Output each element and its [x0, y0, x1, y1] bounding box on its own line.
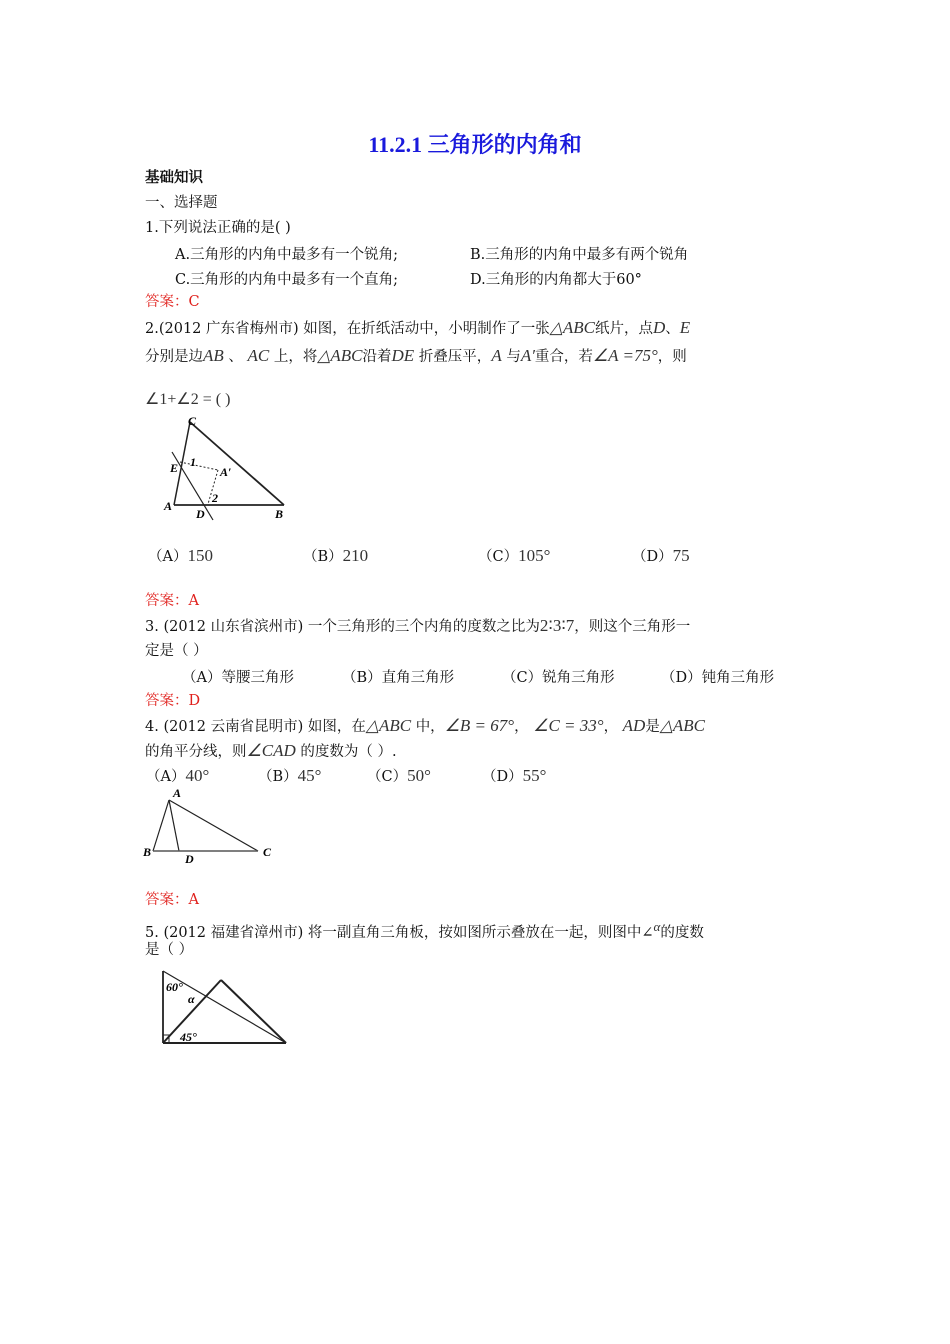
text: ，: [514, 719, 529, 735]
q2-line2: [145, 346, 687, 367]
math: A′: [520, 346, 535, 365]
option-label: （C）: [478, 549, 519, 565]
math: △ABC: [365, 716, 412, 735]
q4-option-a: [146, 765, 209, 786]
subsection-heading: 一、选择题: [145, 195, 218, 211]
math: △ABC: [549, 318, 595, 337]
option-value: 50°: [407, 766, 431, 785]
text: 4. (2012 云南省昆明市) 如图，在: [145, 719, 366, 735]
q1-option-b: B.三角形的内角中最多有两个锐角: [470, 247, 689, 263]
option-value: 75: [672, 546, 690, 565]
q1-option-c: C.三角形的内角中最多有一个直角;: [175, 272, 399, 288]
q2-line3: ∠1+∠2 = ( ): [145, 391, 231, 408]
q2-answer: 答案：A: [145, 593, 199, 609]
math: A: [491, 346, 502, 365]
math: △ABC: [317, 346, 363, 365]
fig-label: 60°: [166, 980, 183, 994]
q3-option-d: （D）钝角三角形: [661, 670, 775, 686]
q1-option-a: A.三角形的内角中最多有一个锐角;: [175, 247, 398, 263]
text: 折叠压平，: [418, 349, 492, 365]
q1-answer: 答案：C: [145, 294, 200, 310]
q3-line1: [145, 616, 690, 637]
text: 与: [506, 349, 521, 365]
q2-line1: [145, 318, 690, 339]
q4-answer: 答案：A: [145, 892, 199, 908]
math: AB: [203, 346, 224, 365]
text: 的角平分线，则: [145, 744, 247, 760]
q3-option-b: （B）直角三角形: [342, 670, 455, 686]
fig-label: B: [143, 845, 152, 859]
text: 5. (2012 福建省漳州市) 将一副直角三角板，按如图所示叠放在一起，则图中∠: [145, 924, 654, 941]
text: ，: [603, 719, 619, 735]
math: AC: [247, 346, 270, 365]
section-heading: 基础知识: [145, 169, 203, 186]
option-label: （D）: [632, 549, 673, 565]
text: 2.(2012 广东省梅州市) 如图，在折纸活动中，小明制作了一张: [145, 321, 550, 337]
math: ∠A =75°: [592, 346, 658, 365]
fig-label: D: [185, 852, 194, 865]
text: 上，将: [273, 349, 318, 365]
text: 分别是边: [145, 349, 203, 365]
fig-label: A: [164, 499, 173, 513]
option-value: 150: [187, 546, 213, 565]
q5-line1: [145, 917, 704, 943]
text: 中，: [415, 719, 445, 735]
q2-figure: [158, 412, 293, 522]
text: 的度数为（ ）.: [300, 744, 397, 760]
fig-label: A′: [220, 465, 232, 479]
option-label: （B）: [258, 769, 298, 785]
q2-option-c: [478, 545, 550, 566]
fig-label: 2: [212, 491, 218, 505]
q3-answer: 答案：D: [145, 693, 201, 709]
text: 重合，若: [534, 349, 593, 365]
math: AD: [622, 716, 646, 735]
math: ∠C = 33°: [533, 716, 604, 735]
q4-option-b: [258, 765, 321, 786]
q2-option-a: [148, 545, 213, 566]
q5-figure: [155, 965, 295, 1050]
fig-label: C: [263, 845, 272, 859]
q2-option-b: [303, 545, 368, 566]
text: ，则这个三角形一: [574, 619, 691, 635]
option-label: （D）: [482, 769, 523, 785]
q3-line2: 定是（ ）: [145, 643, 208, 659]
q4-line1: [145, 716, 705, 737]
fig-label: C: [188, 414, 197, 428]
q4-figure: [140, 785, 275, 865]
math: 2∶3∶7: [539, 616, 575, 635]
text: 、: [665, 321, 680, 337]
math: α: [653, 919, 661, 934]
option-value: 55°: [522, 766, 547, 785]
math: D: [652, 318, 666, 337]
q4-option-d: [482, 765, 546, 786]
text: 3. (2012 山东省滨州市) 一个三角形的三个内角的度数之比为: [145, 619, 540, 635]
option-value: 45°: [297, 766, 322, 785]
text: 沿着: [362, 349, 392, 365]
fig-label: B: [275, 507, 284, 521]
fig-label: α: [188, 992, 195, 1006]
q2-option-d: [632, 545, 690, 566]
option-value: 105°: [518, 546, 551, 565]
text: 的度数: [660, 924, 704, 941]
option-value: 210: [342, 546, 369, 565]
option-label: （B）: [303, 549, 343, 565]
text: 纸片，点: [594, 321, 653, 337]
math: E: [679, 318, 691, 337]
fig-label: A: [173, 786, 182, 800]
fig-label: 1: [190, 455, 196, 469]
option-value: 40°: [185, 766, 210, 785]
q1-stem: 1.下列说法正确的是( ): [145, 220, 291, 236]
q3-option-c: （C）锐角三角形: [502, 670, 615, 686]
math: DE: [391, 346, 415, 365]
option-label: （A）: [146, 769, 186, 785]
math: ∠CAD: [246, 741, 296, 760]
q4-line2: [145, 741, 397, 762]
fig-label: D: [196, 507, 205, 521]
text: 、: [228, 349, 243, 365]
option-label: （C）: [367, 769, 408, 785]
option-label: （A）: [148, 549, 188, 565]
q5-line2: 是（ ）: [145, 942, 194, 958]
q3-option-a: （A）等腰三角形: [182, 670, 294, 686]
fig-label: E: [170, 461, 179, 475]
q1-option-d: D.三角形的内角都大于60°: [470, 272, 642, 288]
math: △ABC: [659, 716, 706, 735]
q4-option-c: [367, 765, 431, 786]
text: ，则: [657, 349, 687, 365]
page-title: 11.2.1 三角形的内角和: [368, 132, 582, 157]
text: 是: [645, 719, 660, 735]
math: ∠B = 67°: [444, 716, 515, 735]
fig-label: 45°: [180, 1030, 197, 1044]
